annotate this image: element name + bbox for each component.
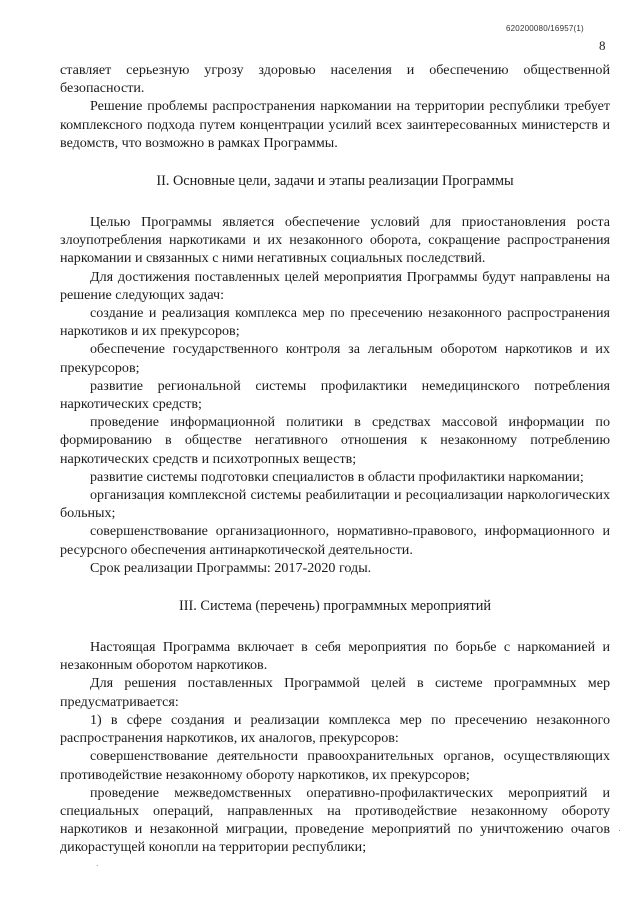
- paragraph: Для достижения поставленных целей мероприятия Программы будут направлены на решение следующих задач:: [60, 268, 610, 303]
- list-item: развитие региональной системы профилактики немедицинского потребления наркотических средств;: [60, 377, 610, 413]
- paragraph: Для решения поставленных Программой целей в системе программных мер предусматривается:: [60, 675, 610, 710]
- paragraph: совершенствование деятельности правоохранительных органов, осуществляющих противодействие незаконному обороту наркотиков, их прекурсоров;: [60, 748, 610, 783]
- scan-speck: ·: [618, 825, 621, 835]
- list-item: проведение информационной политики в средствах массовой информации по формированию в обществе негативного отношения к незаконному потреблению наркотических средств и психотропных веществ;: [60, 414, 610, 467]
- paragraph: ставляет серьезную угрозу здоровью населения и обеспечению общественной безопасности.: [60, 62, 610, 97]
- paragraph: Целью Программы является обеспечение условий для приостановления роста злоупотребления наркотиками и их незаконного оборота, сокращение распространения наркомании и связанных с ними негативных социальных последствий.: [60, 214, 610, 267]
- paragraph: проведение межведомственных оперативно-профилактических мероприятий и специальных операций, направленных на противодействие незаконному обороту наркотиков и незаконной миграции, проведение мероприятий по уничтожению очагов дикорастущей конопли на территории республики;: [60, 784, 610, 856]
- document-id: 620200080/16957(1): [506, 24, 584, 33]
- paragraph: Срок реализации Программы: 2017-2020 годы.: [90, 559, 372, 576]
- list-item: развитие системы подготовки специалистов в области профилактики наркомании;: [90, 468, 584, 485]
- list-item: создание и реализация комплекса мер по пресечению незаконного распространения наркотиков и их прекурсоров;: [60, 305, 610, 340]
- scan-speck: .: [96, 858, 99, 868]
- document-body: [60, 61, 610, 857]
- paragraph: 1) в сфере создания и реализации комплекса мер по пресечению незаконного распространения наркотиков, их аналогов, прекурсоров:: [60, 711, 610, 747]
- section-heading: III. Система (перечень) программных мероприятий: [178, 598, 491, 615]
- page-number: 8: [599, 38, 606, 53]
- paragraph: Решение проблемы распространения наркомании на территории республики требует комплексного подхода путем концентрации усилий всех заинтересованных министерств и ведомств, что возможно в рамках Программы.: [60, 98, 610, 151]
- paragraph: Настоящая Программа включает в себя мероприятия по борьбе с наркоманией и незаконным оборотом наркотиков.: [60, 639, 610, 674]
- list-item: обеспечение государственного контроля за легальным оборотом наркотиков и их прекурсоров;: [60, 341, 610, 376]
- list-item: организация комплексной системы реабилитации и ресоциализации наркологических больных;: [60, 487, 610, 522]
- section-heading: II. Основные цели, задачи и этапы реализации Программы: [156, 173, 514, 190]
- list-item: совершенствование организационного, нормативно-правового, информационного и ресурсного обеспечения антинаркотической деятельности.: [60, 523, 610, 558]
